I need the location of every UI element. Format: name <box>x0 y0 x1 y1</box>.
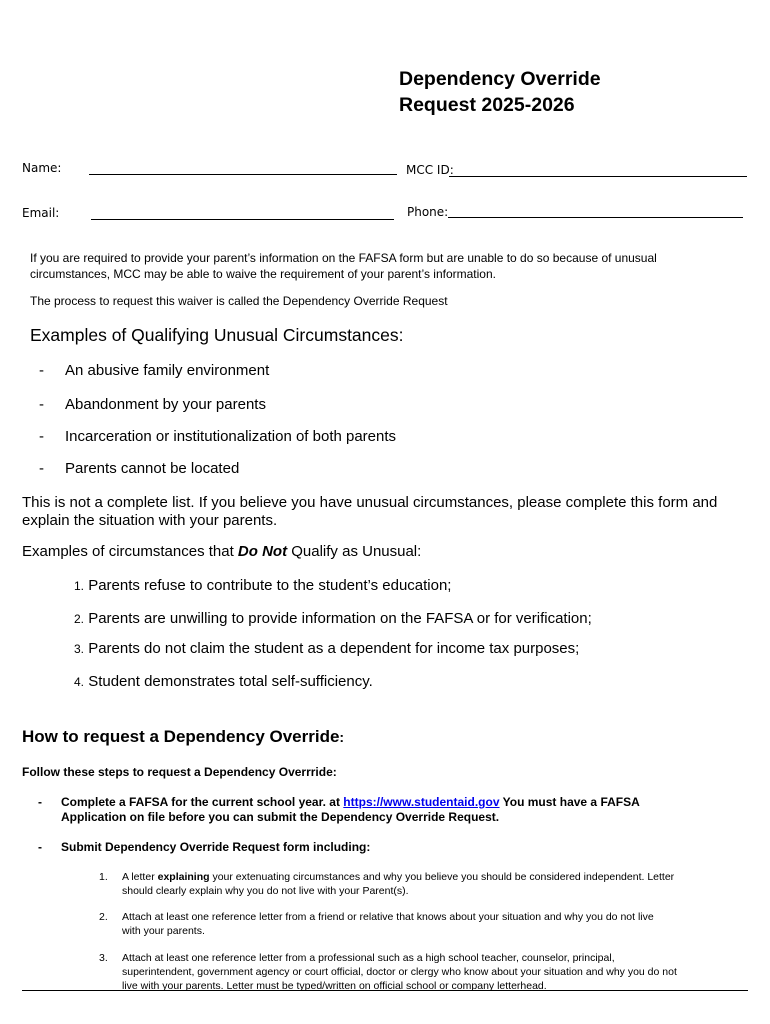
page-title <box>399 66 601 118</box>
sub-number: 3. <box>99 952 108 964</box>
process-text: The process to request this waiver is called the Dependency Override Request <box>30 294 448 308</box>
list-item <box>74 577 451 594</box>
mccid-label: MCC ID: <box>406 163 454 177</box>
not-complete-paragraph <box>22 494 752 530</box>
step-2: Submit Dependency Override Request form including: <box>61 840 371 854</box>
not-qualify-heading <box>22 543 421 561</box>
sub-item-2-line-1: Attach at least one reference letter from a friend or relative that knows about your situation and why you do not live <box>122 911 654 923</box>
list-number: 4. <box>74 675 85 689</box>
intro-paragraph <box>30 251 750 282</box>
name-field[interactable] <box>89 174 397 175</box>
bullet-dash: - <box>39 460 44 477</box>
not-qualify-suffix: Qualify as Unusual: <box>287 543 422 560</box>
list-number: 2. <box>74 612 85 626</box>
step-1-line-1 <box>61 795 640 810</box>
list-item <box>39 428 639 448</box>
list-item <box>74 673 373 690</box>
list-item-text: Abandonment by your parents <box>65 396 266 413</box>
list-item-text: Parents are unwilling to provide information on the FAFSA or for verification; <box>88 610 592 627</box>
sub-item-2-line-2: with your parents. <box>122 925 205 937</box>
email-label: Email: <box>22 206 60 220</box>
sub-item-3-line-3: live with your parents. Letter must be typed/written on official school or company letterhead. <box>122 980 547 992</box>
step-1 <box>61 795 640 825</box>
sub-item-3-line-1: Attach at least one reference letter from a professional such as a high school teacher, counselor, principal, <box>122 952 615 964</box>
bullet-dash: - <box>39 428 44 445</box>
sub-item-1-line-2: should clearly explain why you do not live with your Parent(s). <box>122 885 409 897</box>
step-dash: - <box>38 795 42 809</box>
follow-steps-text: Follow these steps to request a Dependency Overrride: <box>22 765 337 779</box>
phone-field[interactable] <box>448 217 743 218</box>
sub-item-1-bold: explaining <box>157 871 210 883</box>
howto-heading-colon: : <box>339 729 345 745</box>
list-item <box>39 460 639 480</box>
list-item-text: Parents do not claim the student as a dependent for income tax purposes; <box>88 640 580 657</box>
not-complete-line-2: explain the situation with your parents. <box>22 512 278 529</box>
not-qualify-prefix: Examples of circumstances that <box>22 543 238 560</box>
not-complete-line-1: This is not a complete list. If you believe you have unusual circumstances, please complete this form and <box>22 494 718 511</box>
step-dash: - <box>38 840 42 854</box>
not-qualify-emphasis: Do Not <box>237 543 288 560</box>
email-field[interactable] <box>91 219 394 220</box>
sub-item-1-line-1 <box>122 870 742 884</box>
studentaid-link[interactable]: https://www.studentaid.gov <box>343 795 500 809</box>
list-item-text: An abusive family environment <box>65 362 270 379</box>
step-1-line-2: Application on file before you can submit the Dependency Override Request. <box>61 810 500 824</box>
intro-line-2: circumstances, MCC may be able to waive the requirement of your parent’s information. <box>30 266 496 281</box>
sub-item-3-line-2: superintendent, government agency or court official, doctor or clergy who know about your situation and why you do not <box>122 966 677 978</box>
list-item-text: Incarceration or institutionalization of both parents <box>65 428 397 445</box>
mccid-field[interactable] <box>449 176 747 177</box>
bullet-dash: - <box>39 362 44 379</box>
list-number: 3. <box>74 642 85 656</box>
list-number: 1. <box>74 579 85 593</box>
list-item-text: Parents refuse to contribute to the student’s education; <box>88 577 452 594</box>
qualifying-heading: Examples of Qualifying Unusual Circumstances: <box>30 325 404 345</box>
sub-item-2 <box>122 910 742 938</box>
list-item <box>74 640 579 657</box>
bullet-dash: - <box>39 396 44 413</box>
sub-item-3 <box>122 951 742 993</box>
howto-heading <box>22 727 344 747</box>
list-item <box>39 362 639 382</box>
howto-heading-text: How to request a Dependency Override <box>22 727 340 746</box>
sub-number: 2. <box>99 911 108 923</box>
list-item <box>74 610 592 627</box>
sub-item-1 <box>122 870 742 898</box>
list-item-text: Parents cannot be located <box>65 460 240 477</box>
title-line-1: Dependency Override <box>399 68 601 90</box>
sub-item-1-post: your extenuating circumstances and why you believe you should be considered independent. Letter <box>209 871 675 883</box>
step-1-post: You must have a FAFSA <box>499 795 640 809</box>
step-1-pre: Complete a FAFSA for the current school year. at <box>61 795 344 809</box>
list-item-text: Student demonstrates total self-sufficiency. <box>88 673 373 690</box>
title-line-2: Request 2025-2026 <box>399 94 575 116</box>
name-label: Name: <box>22 161 62 175</box>
sub-item-1-pre: A letter <box>122 871 158 883</box>
intro-line-1: If you are required to provide your parent’s information on the FAFSA form but are unable to do so because of unusual <box>30 251 657 265</box>
list-item <box>39 396 639 416</box>
sub-number: 1. <box>99 871 108 883</box>
phone-label: Phone: <box>407 205 449 219</box>
bottom-divider <box>22 990 748 991</box>
